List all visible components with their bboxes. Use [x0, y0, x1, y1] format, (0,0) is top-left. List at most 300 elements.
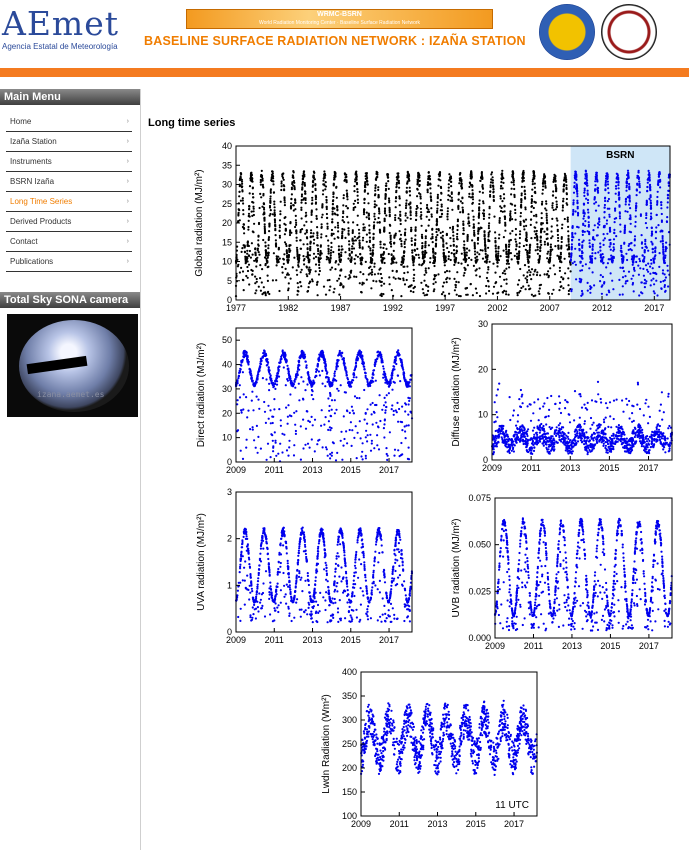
data-point — [252, 193, 254, 195]
data-point — [427, 184, 429, 186]
data-point — [329, 393, 331, 395]
data-point — [271, 170, 273, 172]
y-tick-label: 20 — [221, 218, 232, 228]
data-point — [492, 293, 494, 295]
data-point — [614, 218, 616, 220]
data-point — [331, 267, 333, 269]
data-point — [570, 256, 572, 258]
data-point — [582, 224, 584, 226]
data-point — [340, 354, 342, 356]
data-point — [544, 185, 546, 187]
data-point — [615, 188, 617, 190]
data-point — [389, 283, 391, 285]
data-point — [507, 253, 509, 255]
data-point — [468, 186, 470, 188]
data-point — [332, 207, 334, 209]
data-point — [479, 180, 481, 182]
data-point — [613, 246, 615, 248]
data-point — [395, 262, 397, 264]
data-point — [275, 234, 277, 236]
data-point — [311, 278, 313, 280]
data-point — [294, 208, 296, 210]
data-point — [530, 218, 532, 220]
data-point — [271, 416, 273, 418]
data-point — [305, 197, 307, 199]
data-point — [337, 354, 339, 356]
data-point — [256, 396, 258, 398]
data-point — [398, 217, 400, 219]
data-point — [531, 195, 533, 197]
data-point — [284, 201, 286, 203]
data-point — [334, 399, 336, 401]
data-point — [601, 286, 603, 288]
data-point — [617, 184, 619, 186]
data-point — [624, 230, 626, 232]
data-point — [645, 214, 647, 216]
data-point — [515, 248, 517, 250]
data-point — [368, 215, 370, 217]
data-point — [319, 258, 321, 260]
data-point — [256, 278, 258, 280]
data-point — [567, 217, 569, 219]
data-point — [382, 293, 384, 295]
data-point — [290, 207, 292, 209]
data-point — [473, 219, 475, 221]
data-point — [338, 263, 340, 265]
data-point — [260, 448, 262, 450]
data-point — [399, 204, 401, 206]
data-point — [575, 173, 577, 175]
data-point — [404, 246, 406, 248]
data-point — [463, 229, 465, 231]
data-point — [431, 233, 433, 235]
data-point — [500, 255, 502, 257]
menu-item-iza-a-station[interactable] — [6, 133, 132, 152]
data-point — [306, 275, 308, 277]
data-point — [353, 203, 355, 205]
data-point — [663, 262, 665, 264]
bsrn-label: BSRN — [606, 150, 635, 161]
data-point — [442, 231, 444, 233]
data-point — [302, 419, 304, 421]
data-point — [571, 239, 573, 241]
data-point — [368, 218, 370, 220]
data-point — [287, 455, 289, 457]
data-point — [622, 267, 624, 269]
data-point — [510, 239, 512, 241]
data-point — [503, 205, 505, 207]
data-point — [527, 261, 529, 263]
data-point — [510, 203, 512, 205]
data-point — [627, 172, 629, 174]
data-point — [313, 242, 315, 244]
data-point — [245, 447, 247, 449]
data-point — [468, 193, 470, 195]
data-point — [431, 213, 433, 215]
data-point — [316, 226, 318, 228]
data-point — [622, 285, 624, 287]
data-point — [505, 290, 507, 292]
data-point — [349, 412, 351, 414]
data-point — [317, 294, 319, 296]
data-point — [246, 266, 248, 268]
data-point — [492, 176, 494, 178]
data-point — [288, 244, 290, 246]
data-point — [530, 224, 532, 226]
data-point — [640, 215, 642, 217]
data-point — [565, 184, 567, 186]
data-point — [268, 418, 270, 420]
station-title: BASELINE SURFACE RADIATION NETWORK : IZAÑA STATION — [144, 34, 526, 48]
data-point — [624, 210, 626, 212]
data-point — [593, 239, 595, 241]
data-point — [273, 408, 275, 410]
data-point — [661, 230, 663, 232]
data-point — [261, 170, 263, 172]
data-point — [275, 279, 277, 281]
data-point — [297, 258, 299, 260]
data-point — [664, 257, 666, 259]
data-point — [366, 212, 368, 214]
data-point — [439, 172, 441, 174]
data-point — [662, 235, 664, 237]
data-point — [556, 201, 558, 203]
data-point — [667, 194, 669, 196]
menu-item-home[interactable] — [6, 113, 132, 132]
data-point — [274, 211, 276, 213]
data-point — [354, 262, 356, 264]
data-point — [304, 185, 306, 187]
data-point — [435, 231, 437, 233]
data-point — [257, 399, 259, 401]
data-point — [428, 211, 430, 213]
data-point — [318, 264, 320, 266]
data-point — [326, 208, 328, 210]
data-point — [453, 278, 455, 280]
data-point — [372, 253, 374, 255]
data-point — [450, 185, 452, 187]
data-point — [429, 187, 431, 189]
data-point — [628, 188, 630, 190]
data-point — [593, 203, 595, 205]
data-point — [416, 183, 418, 185]
data-point — [562, 198, 564, 200]
data-point — [486, 277, 488, 279]
data-point — [479, 295, 481, 297]
data-point — [416, 248, 418, 250]
data-point — [602, 276, 604, 278]
data-point — [245, 396, 247, 398]
data-point — [666, 206, 668, 208]
data-point — [505, 251, 507, 253]
data-point — [447, 207, 449, 209]
data-point — [353, 247, 355, 249]
data-point — [419, 196, 421, 198]
data-point — [428, 172, 430, 174]
data-point — [526, 271, 528, 273]
data-point — [632, 261, 634, 263]
data-point — [292, 170, 294, 172]
camera-watermark: izana.aemet.es — [37, 390, 105, 399]
data-point — [283, 179, 285, 181]
data-point — [587, 190, 589, 192]
data-point — [532, 183, 534, 185]
data-point — [488, 227, 490, 229]
data-point — [483, 218, 485, 220]
data-point — [281, 433, 283, 435]
data-point — [242, 202, 244, 204]
data-point — [391, 389, 393, 391]
data-point — [336, 359, 338, 361]
data-point — [466, 252, 468, 254]
menu-item-bsrn-iza-a[interactable] — [6, 173, 132, 192]
data-point — [452, 231, 454, 233]
data-point — [403, 376, 405, 378]
data-point — [505, 245, 507, 247]
data-point — [485, 285, 487, 287]
data-point — [611, 259, 613, 261]
data-point — [656, 214, 658, 216]
data-point — [374, 187, 376, 189]
data-point — [307, 443, 309, 445]
data-point — [409, 206, 411, 208]
data-point — [295, 430, 297, 432]
data-point — [586, 182, 588, 184]
aemet-logo[interactable] — [2, 4, 132, 54]
data-point — [325, 446, 327, 448]
data-point — [662, 269, 664, 271]
data-point — [364, 184, 366, 186]
data-point — [510, 252, 512, 254]
data-point — [478, 203, 480, 205]
data-point — [656, 202, 658, 204]
menu-item-contact[interactable] — [6, 233, 132, 252]
data-point — [326, 258, 328, 260]
data-point — [244, 251, 246, 253]
data-point — [473, 230, 475, 232]
data-point — [635, 202, 637, 204]
data-point — [280, 182, 282, 184]
data-point — [400, 234, 402, 236]
menu-item-instruments[interactable] — [6, 153, 132, 172]
data-point — [268, 238, 270, 240]
data-point — [439, 216, 441, 218]
data-point — [533, 173, 535, 175]
sky-camera-image[interactable] — [7, 314, 138, 417]
data-point — [610, 255, 612, 257]
data-point — [337, 214, 339, 216]
data-point — [379, 241, 381, 243]
data-point — [505, 293, 507, 295]
data-point — [485, 253, 487, 255]
data-point — [251, 274, 253, 276]
data-point — [295, 433, 297, 435]
data-point — [475, 288, 477, 290]
menu-item-derived-products[interactable] — [6, 213, 132, 232]
data-point — [346, 442, 348, 444]
data-point — [475, 259, 477, 261]
data-point — [533, 201, 535, 203]
data-point — [428, 244, 430, 246]
data-point — [534, 237, 536, 239]
data-point — [554, 177, 556, 179]
menu-item-long-time-series[interactable] — [6, 193, 132, 212]
data-point — [292, 174, 294, 176]
data-point — [413, 277, 415, 279]
data-point — [329, 286, 331, 288]
data-point — [580, 278, 582, 280]
data-point — [355, 239, 357, 241]
data-point — [521, 181, 523, 183]
data-point — [336, 388, 338, 390]
data-point — [646, 190, 648, 192]
data-point — [315, 263, 317, 265]
data-point — [245, 259, 247, 261]
chevron-right-icon: › — [126, 178, 129, 185]
data-point — [343, 415, 345, 417]
data-point — [311, 386, 313, 388]
data-point — [405, 239, 407, 241]
wrmc-bsrn-banner[interactable] — [186, 9, 493, 29]
data-point — [406, 279, 408, 281]
data-point — [352, 221, 354, 223]
data-point — [488, 222, 490, 224]
data-point — [309, 242, 311, 244]
data-point — [247, 270, 249, 272]
data-point — [359, 244, 361, 246]
data-point — [632, 282, 634, 284]
data-point — [248, 220, 250, 222]
data-point — [391, 254, 393, 256]
data-point — [584, 188, 586, 190]
data-point — [567, 230, 569, 232]
data-point — [492, 186, 494, 188]
data-point — [372, 246, 374, 248]
data-point — [587, 192, 589, 194]
data-point — [515, 228, 517, 230]
data-point — [568, 290, 570, 292]
data-point — [253, 260, 255, 262]
data-point — [327, 228, 329, 230]
data-point — [301, 195, 303, 197]
data-point — [355, 376, 357, 378]
data-point — [421, 246, 423, 248]
data-point — [587, 211, 589, 213]
data-point — [605, 181, 607, 183]
data-point — [629, 207, 631, 209]
data-point — [440, 199, 442, 201]
data-point — [338, 278, 340, 280]
data-point — [497, 255, 499, 257]
data-point — [383, 427, 385, 429]
data-point — [306, 291, 308, 293]
data-point — [608, 291, 610, 293]
data-point — [613, 238, 615, 240]
data-point — [564, 174, 566, 176]
data-point — [641, 292, 643, 294]
data-point — [531, 294, 533, 296]
data-point — [559, 281, 561, 283]
data-point — [384, 198, 386, 200]
data-point — [263, 220, 265, 222]
data-point — [315, 215, 317, 217]
data-point — [660, 281, 662, 283]
data-point — [333, 373, 335, 375]
data-point — [364, 191, 366, 193]
data-point — [283, 263, 285, 265]
data-point — [461, 187, 463, 189]
data-point — [385, 193, 387, 195]
data-point — [262, 184, 264, 186]
data-point — [262, 186, 264, 188]
data-point — [555, 184, 557, 186]
data-point — [582, 218, 584, 220]
data-point — [263, 213, 265, 215]
data-point — [315, 270, 317, 272]
data-point — [406, 199, 408, 201]
data-point — [314, 450, 316, 452]
data-point — [380, 273, 382, 275]
data-point — [273, 201, 275, 203]
data-point — [478, 253, 480, 255]
data-point — [598, 217, 600, 219]
data-point — [568, 241, 570, 243]
data-point — [414, 239, 416, 241]
data-point — [424, 245, 426, 247]
banner-subtitle: World Radiation Monitoring Center · Baseline Surface Radiation Network — [258, 20, 421, 26]
data-point — [516, 243, 518, 245]
data-point — [470, 177, 472, 179]
data-point — [647, 263, 649, 265]
data-point — [401, 245, 403, 247]
data-point — [437, 185, 439, 187]
data-point — [322, 446, 324, 448]
data-point — [468, 249, 470, 251]
data-point — [650, 205, 652, 207]
data-point — [268, 224, 270, 226]
data-point — [561, 224, 563, 226]
chevron-right-icon: › — [126, 158, 129, 165]
data-point — [382, 253, 384, 255]
data-point — [304, 360, 306, 362]
data-point — [622, 262, 624, 264]
data-point — [294, 226, 296, 228]
data-point — [336, 206, 338, 208]
data-point — [582, 231, 584, 233]
data-point — [332, 213, 334, 215]
data-point — [492, 188, 494, 190]
data-point — [541, 217, 543, 219]
data-point — [475, 274, 477, 276]
data-point — [330, 246, 332, 248]
data-point — [514, 209, 516, 211]
menu-item-publications[interactable] — [6, 253, 132, 272]
data-point — [456, 250, 458, 252]
data-point — [491, 171, 493, 173]
data-point — [276, 264, 278, 266]
data-point — [326, 213, 328, 215]
data-point — [274, 224, 276, 226]
data-point — [611, 280, 613, 282]
data-point — [537, 253, 539, 255]
data-point — [508, 243, 510, 245]
data-point — [343, 229, 345, 231]
data-point — [252, 230, 254, 232]
data-point — [560, 276, 562, 278]
data-point — [424, 255, 426, 257]
data-point — [526, 275, 528, 277]
data-point — [267, 280, 269, 282]
